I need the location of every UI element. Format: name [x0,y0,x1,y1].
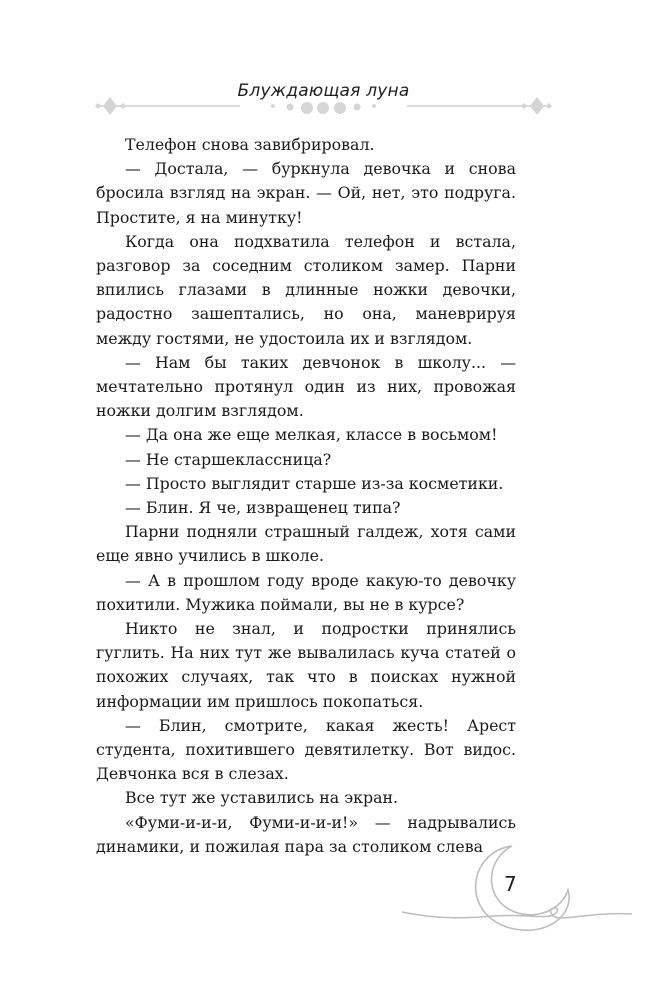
paragraph: — Просто выглядит старше из-за косметики. [125,473,504,493]
paragraph: Никто не знал, и подростки принялись гуглить. На них тут же вывалилась куча статей о похожих случаях, так что в поисках нужной информации им пришлось покопаться. [96,619,516,711]
paragraph: — А в прошлом году вроде какую-то девочку похитили. Мужика поймали, вы не в курсе? [96,570,516,614]
crescent-moon-icon [400,842,635,942]
page-number: 7 [504,872,517,896]
paragraph: — Нам бы таких девчонок в школу... — мечтательно протянул один из них, провожая ножки долгим взглядом. [96,352,516,421]
paragraph: Телефон снова завибрировал. [125,135,375,154]
paragraph: — Блин. Я че, извращенец типа? [125,498,401,518]
paragraph: Парни подняли страшный галдеж, хотя сами еще явно учились в школе. [96,522,516,566]
book-title: Блуждающая луна [237,81,410,101]
page-footer [400,842,635,942]
body-text [96,133,516,859]
paragraph: Когда она подхватила телефон и встала, разговор за соседним столиком замер. Парни впились глазами в длинные ножки девочки, радостно зашептались, но она, маневрируя между гостями, не удостоила их и взглядом. [96,231,516,348]
paragraph: — Блин, смотрите, какая жесть! Арест студента, похитившего девятилетку. Вот видос. Девчонка вся в слезах. [96,715,516,784]
paragraph: «Фуми-и-и-и, Фуми-и-и-и!» — надрывались динамики, и пожилая пара за столиком слева [96,812,516,856]
paragraph: Все тут же уставились на экран. [125,788,399,808]
paragraph: — Достала, — буркнула девочка и снова бросила взгляд на экран. — Ой, нет, это подруга. Простите, я на минутку! [96,159,516,227]
running-header [0,70,647,130]
paragraph: — Да она же еще мелкая, классе в восьмом! [125,425,498,445]
paragraph: — Не старшеклассница? [125,449,332,469]
